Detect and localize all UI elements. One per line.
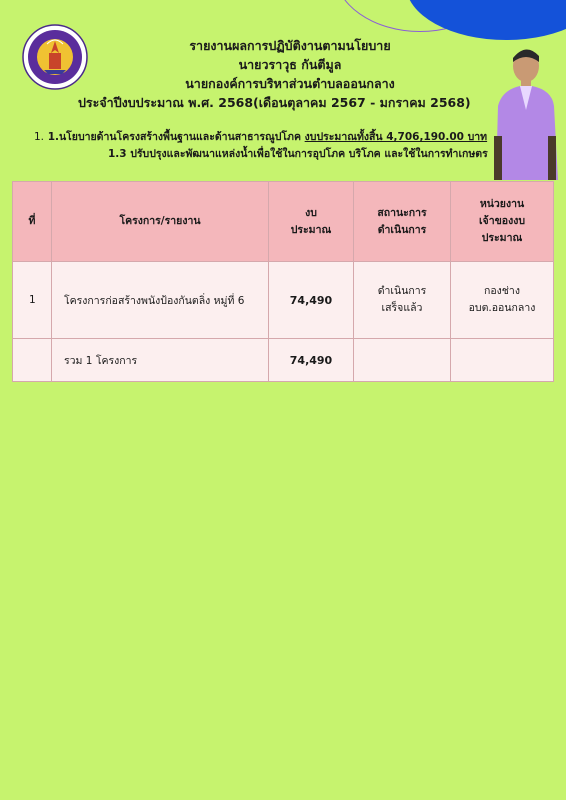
project-table [12,181,554,382]
row-unit-line2: อบต.ออนกลาง [468,302,536,314]
mayor-name: นายวราวุธ กันตีมูล [238,57,342,72]
report-title: รายงานผลการปฏิบัติงานตามนโยบาย [189,38,391,53]
fiscal-year-period: ประจำปีงบประมาณ พ.ศ. 2568(เดือนตุลาคม 2567 - มกราคม 2568) [78,95,471,110]
header-project: โครงการ/รายงาน [52,182,269,262]
table-row [13,262,554,339]
row-project: โครงการก่อสร้างพนังป้องกันตลิ่ง หมู่ที่ 6 [52,262,269,339]
table-header-row [13,182,554,262]
header-unit-line3: ประมาณ [481,232,523,244]
total-status-cell [354,339,451,382]
row-no: 1 [13,262,52,339]
row-status [354,262,451,339]
row-status-line1: ดำเนินการ [377,285,427,297]
row-unit-line1: กองช่าง [484,285,520,297]
policy-title: 1.นโยบายด้านโครงสร้างพื้นฐานและด้านสาธารณูปโภค [47,131,301,143]
official-portrait-photo [490,40,560,180]
header-status-line1: สถานะการ [377,206,427,219]
row-unit [451,262,554,339]
decorative-blue-shape [406,0,566,40]
header-unit-line2: เจ้าของงบ [478,215,526,227]
header-status [354,182,451,262]
policy-number: 1. [34,131,45,143]
report-header [80,36,500,112]
header-status-line2: ดำเนินการ [377,223,427,236]
header-no: ที่ [13,182,52,262]
total-no-cell [13,339,52,382]
mayor-position: นายกองค์การบริหาส่วนตำบลออนกลาง [185,76,395,91]
table-total-row [13,339,554,382]
row-status-line2: เสร็จแล้ว [381,302,423,314]
organization-seal-logo [22,24,88,90]
policy-section [34,129,488,163]
header-budget [269,182,354,262]
header-budget-line1: งบ [305,206,317,219]
policy-budget-total: งบประมาณทั้งสิ้น 4,706,190.00 บาท [304,131,488,143]
row-budget: 74,490 [269,262,354,339]
header-unit-line1: หน่วยงาน [479,198,525,210]
total-unit-cell [451,339,554,382]
header-unit [451,182,554,262]
policy-sub-item: 1.3 ปรับปรุงและพัฒนาแหล่งน้ำเพื่อใช้ในการอุปโภค บริโภค และใช้ในการทำเกษตร [108,148,488,160]
total-budget: 74,490 [269,339,354,382]
total-label: รวม 1 โครงการ [52,339,269,382]
header-budget-line2: ประมาณ [290,223,332,236]
